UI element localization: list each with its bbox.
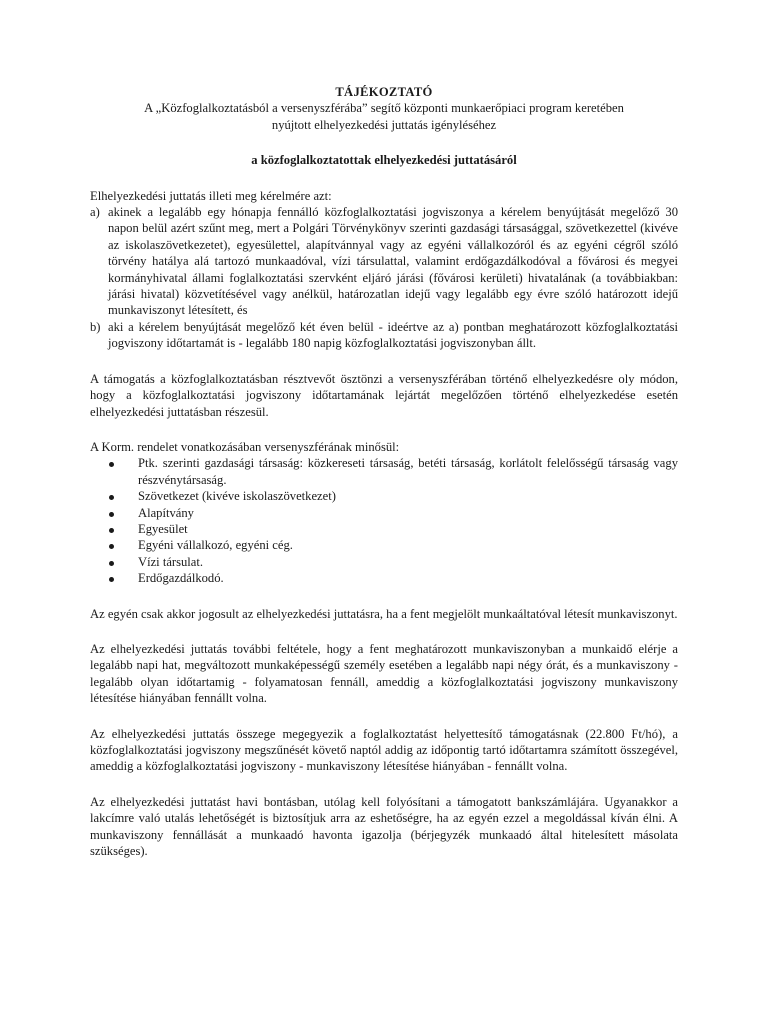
intro-text: Elhelyezkedési juttatás illeti meg kérelmére azt: <box>90 188 332 203</box>
bullet-icon <box>109 495 114 500</box>
condition-marker: a) <box>90 205 100 220</box>
list-item: Szövetkezet (kivéve iskolaszövetkezet) <box>90 488 678 504</box>
list-item: Egyesület <box>90 521 678 537</box>
list-item: Alapítvány <box>90 505 678 521</box>
condition-text: aki a kérelem benyújtását megelőző két éven belül - ideértve az a) pontban meghatározott közfoglalkoztatási jogviszony időtartamát is - legalább 180 napig közfoglalkoztatási jogviszonyban állt. <box>108 319 678 351</box>
bullet-icon <box>109 544 114 549</box>
bullet-icon <box>109 512 114 517</box>
list-item: Ptk. szerinti gazdasági társaság: közkereseti társaság, betéti társaság, korlátolt felelősségű társaság vagy részvénytársaság. <box>90 455 678 488</box>
condition-marker: b) <box>90 319 101 334</box>
paragraph-support: A támogatás a közfoglalkoztatásban résztvevőt ösztönzi a versenyszférában történő elhelyezkedésre oly módon, hogy a közfoglalkoztatási jogviszony időtartamának lejártát megelőzően történő elhelyezkedése esetén elhelyezkedési juttatásban részesül. <box>90 371 678 419</box>
paragraph-payment: Az elhelyezkedési juttatást havi bontásban, utólag kell folyósítani a támogatott bankszámlájára. Ugyanakkor a lakcímre való utalás lehetőségét is biztosítjuk arra az eshetőségre, ha az egyén ezzel a megoldással kíván élni. A munkaviszony fennállását a munkaadó havonta igazolja (bérjegyzék munkaadó által hitelesített másolata szükséges). <box>90 794 678 859</box>
paragraph-amount: Az elhelyezkedési juttatás összege megegyezik a foglalkoztatást helyettesítő támogatásnak (22.800 Ft/hó), a közfoglalkoztatási jogviszony megszűnését követő naptól addig az időpontig tartó időtartamra számított összegével, ameddig a közfoglalkoztatási jogviszony - munkaviszony létesítése hiányában - fennállt volna. <box>90 726 678 774</box>
paragraph-eligible: Az egyén csak akkor jogosult az elhelyezkedési juttatásra, ha a fent megjelölt munkaáltatóval létesít munkaviszonyt. <box>90 606 678 621</box>
document-subtitle-line1: A „Közfoglalkoztatásból a versenyszférába” segítő központi munkaerőpiaci program keretében <box>144 101 624 116</box>
document-subheading: a közfoglalkoztatottak elhelyezkedési juttatásáról <box>251 153 517 168</box>
bullet-list <box>90 455 678 586</box>
bullet-icon <box>109 528 114 533</box>
bullet-icon <box>109 577 114 582</box>
bullet-icon <box>109 561 114 566</box>
list-item: Egyéni vállalkozó, egyéni cég. <box>90 537 678 553</box>
condition-a <box>90 204 678 319</box>
document-body <box>90 84 678 859</box>
document-title: TÁJÉKOZTATÓ <box>335 85 433 99</box>
condition-text: akinek a legalább egy hónapja fennálló közfoglalkoztatási jogviszonya a kérelem benyújtását megelőző 30 napon belül azért szűnt meg, mert a Polgári Törvénykönyv szerinti gazdasági társasággal, szövetkezettel (kivéve az iskolaszövetkezetet), egyesülettel, alapítvánnyal vagy az egyéni vállalkozóról és az egyéni cégről szóló törvény hatálya alá tartozó munkaadóval, vízi társulattal, valamint erdőgazdálkodóval a fővárosi és megyei kormányhivatal állami foglalkoztatási szervként eljáró járási (fővárosi kerületi) hivatalának (a továbbiakban: járási hivatal) közvetítésével vagy anélkül, határozatlan idejű vagy legalább egy évre szóló határozott idejű munkaviszonyt létesített, és <box>108 205 678 318</box>
condition-b <box>90 319 678 352</box>
list-item: Vízi társulat. <box>90 554 678 570</box>
bullet-icon <box>109 462 114 467</box>
list-item: Erdőgazdálkodó. <box>90 570 678 586</box>
paragraph-condition: Az elhelyezkedési juttatás további feltétele, hogy a fent meghatározott munkaviszonyban a munkaidő elérje a legalább napi hat, megváltozott munkaképességű személy esetében a legalább napi négy órát, és a munkaviszony - legalább olyan időtartamig - folyamatosan fennáll, ameddig a közfoglalkoztatási jogviszony munkaviszony létesítése hiányában fennállt volna. <box>90 641 678 706</box>
korm-intro: A Korm. rendelet vonatkozásában versenyszférának minősül: <box>90 439 400 454</box>
document-subtitle-line2: nyújtott elhelyezkedési juttatás igényléséhez <box>271 117 497 132</box>
